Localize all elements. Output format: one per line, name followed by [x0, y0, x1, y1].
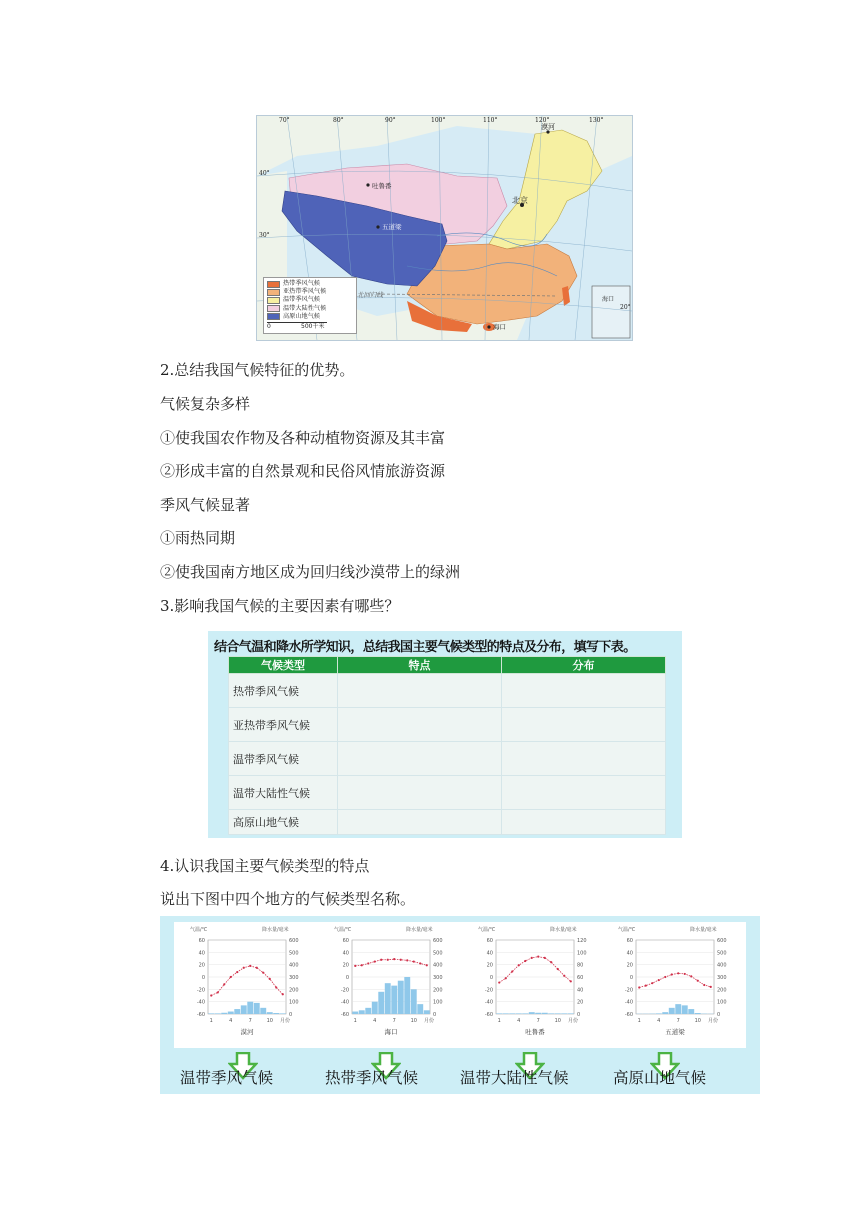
question-4: 4.认识我国主要气候类型的特点 — [160, 857, 370, 875]
precip-bar — [675, 1004, 681, 1014]
city-name: 吐鲁番 — [525, 1028, 545, 1036]
wudaoliang-label: 五道梁 — [382, 223, 402, 231]
y2-tick-label: 300 — [289, 975, 299, 981]
x-tick-label: 10 — [410, 1018, 417, 1024]
temperature-point — [570, 980, 572, 982]
answer-line: 季风气候显著 — [160, 496, 251, 514]
y2-tick-label: 400 — [717, 962, 727, 969]
beijing-label: 北京 — [512, 196, 528, 205]
table-cell[interactable] — [502, 674, 666, 708]
temperature-point — [524, 960, 526, 962]
temperature-point — [690, 975, 692, 977]
y-tick-label: 20 — [198, 962, 205, 969]
y-tick-label: 40 — [626, 950, 633, 957]
precip-bar — [391, 986, 397, 1014]
table-row — [229, 708, 666, 742]
precip-bar — [378, 992, 384, 1014]
y-tick-label: -20 — [196, 987, 205, 994]
table-cell[interactable] — [338, 810, 502, 835]
temperature-line — [211, 966, 283, 996]
y2-tick-label: 20 — [577, 999, 584, 1006]
x-axis-title: 月份 — [708, 1018, 719, 1024]
x-tick-label: 4 — [517, 1018, 521, 1024]
precip-bar — [208, 1013, 214, 1014]
tropic-label: 北回归线 — [357, 291, 383, 299]
x-tick-label: 10 — [554, 1018, 561, 1024]
y-tick-label: -60 — [484, 1012, 493, 1018]
temperature-point — [361, 964, 363, 966]
temperature-point — [703, 984, 705, 986]
table-cell: 亚热带季风气候 — [229, 708, 338, 742]
map-legend — [263, 277, 357, 334]
lat-label: 20° — [620, 304, 631, 311]
y2-tick-label: 100 — [717, 999, 727, 1006]
table-cell: 温带季风气候 — [229, 742, 338, 776]
legend-swatch — [267, 289, 280, 296]
table-header: 气候类型 — [229, 657, 338, 674]
y-tick-label: 20 — [486, 962, 493, 969]
city-name: 海口 — [384, 1028, 398, 1036]
y-tick-label: 20 — [342, 962, 349, 969]
temperature-point — [275, 986, 277, 988]
y-tick-label: -40 — [624, 999, 633, 1006]
lat-label: 30° — [259, 232, 270, 239]
question-4-sub: 说出下图中四个地方的气候类型名称。 — [160, 890, 416, 908]
lon-label: 100° — [431, 117, 446, 124]
x-axis-title: 月份 — [424, 1018, 435, 1024]
x-tick-label: 10 — [266, 1018, 273, 1024]
y2-tick-label: 0 — [717, 1012, 721, 1018]
charts-panel — [174, 922, 746, 1048]
temperature-line — [499, 957, 571, 983]
temperature-point — [511, 970, 513, 972]
table-cell: 温带大陆性气候 — [229, 776, 338, 810]
y2-axis-title: 降水量/毫米 — [406, 927, 433, 933]
y-tick-label: 0 — [489, 975, 493, 981]
temperature-point — [671, 973, 673, 975]
table-row — [229, 810, 666, 835]
table-row — [229, 674, 666, 708]
y2-tick-label: 200 — [433, 987, 443, 994]
temperature-line — [639, 973, 711, 987]
x-tick-label: 1 — [353, 1018, 357, 1024]
y2-tick-label: 200 — [717, 987, 727, 994]
climate-table — [228, 656, 666, 835]
temperature-point — [256, 967, 258, 969]
y2-tick-label: 100 — [433, 999, 443, 1006]
legend-label: 亚热带季风气候 — [283, 288, 327, 296]
precip-bar — [260, 1008, 266, 1014]
temperature-point — [387, 959, 389, 961]
y-tick-label: -60 — [624, 1012, 633, 1018]
y2-tick-label: 120 — [577, 938, 587, 944]
temperature-point — [426, 964, 428, 966]
precip-bar — [688, 1009, 694, 1014]
precip-bar — [568, 1013, 574, 1014]
y2-tick-label: 100 — [289, 999, 299, 1006]
temperature-point — [645, 985, 647, 987]
precip-bar — [372, 1002, 378, 1014]
x-tick-label: 4 — [373, 1018, 377, 1024]
y-tick-label: 0 — [345, 975, 349, 981]
lon-label: 90° — [385, 117, 396, 124]
temperature-point — [249, 965, 251, 967]
y2-tick-label: 0 — [577, 1012, 581, 1018]
haikou-label: 海口 — [493, 323, 506, 331]
table-cell[interactable] — [502, 742, 666, 776]
precip-bar — [503, 1013, 509, 1014]
climate-answer-label: 温带大陆性气候 — [460, 1069, 569, 1087]
precip-bar — [424, 1010, 430, 1014]
temperature-point — [400, 959, 402, 961]
precip-bar — [682, 1005, 688, 1014]
precip-bar — [548, 1013, 554, 1014]
city-name: 五道梁 — [665, 1028, 685, 1036]
y2-tick-label: 600 — [433, 938, 443, 944]
y-tick-label: 40 — [198, 950, 205, 957]
table-title: 结合气温和降水所学知识，总结我国主要气候类型的特点及分布，填写下表。 — [214, 640, 636, 655]
y-tick-label: -40 — [340, 999, 349, 1006]
y2-axis-title: 降水量/毫米 — [550, 927, 577, 933]
y2-tick-label: 400 — [433, 962, 443, 969]
temperature-point — [651, 982, 653, 984]
temperature-point — [550, 961, 552, 963]
table-row — [229, 776, 666, 810]
table-cell[interactable] — [502, 810, 666, 835]
precip-bar — [695, 1013, 701, 1014]
precip-bar — [509, 1013, 515, 1014]
precip-bar — [359, 1010, 365, 1014]
precip-bar — [385, 983, 391, 1014]
y2-tick-label: 600 — [289, 938, 299, 944]
y-tick-label: 60 — [626, 938, 633, 944]
legend-swatch — [267, 313, 280, 320]
y2-axis-title: 降水量/毫米 — [262, 927, 289, 933]
question-2: 2.总结我国气候特征的优势。 — [160, 361, 355, 379]
lon-label: 110° — [483, 117, 498, 124]
y-tick-label: 60 — [198, 938, 205, 944]
table-cell: 热带季风气候 — [229, 674, 338, 708]
temperature-point — [243, 967, 245, 969]
y-tick-label: -40 — [196, 999, 205, 1006]
legend-swatch — [267, 297, 280, 304]
temperature-point — [531, 957, 533, 959]
x-axis-title: 月份 — [280, 1018, 291, 1024]
precip-bar — [215, 1013, 221, 1014]
precip-bar — [254, 1003, 260, 1014]
table-row — [229, 742, 666, 776]
lat-label: 40° — [259, 170, 270, 177]
x-tick-label: 1 — [497, 1018, 501, 1024]
y2-tick-label: 400 — [289, 962, 299, 969]
y2-tick-label: 200 — [289, 987, 299, 994]
y-tick-label: 60 — [342, 938, 349, 944]
turpan-label: 吐鲁番 — [372, 182, 392, 190]
y2-tick-label: 0 — [289, 1012, 293, 1018]
y-tick-label: -20 — [624, 987, 633, 994]
y2-tick-label: 100 — [577, 950, 587, 957]
y-axis-title: 气温/℃ — [190, 927, 208, 933]
precip-bar — [535, 1013, 541, 1014]
table-header: 分布 — [502, 657, 666, 674]
temperature-point — [269, 978, 271, 980]
precip-bar — [662, 1012, 668, 1014]
precip-bar — [234, 1009, 240, 1014]
y-axis-title: 气温/℃ — [334, 927, 352, 933]
y-tick-label: -20 — [484, 987, 493, 994]
temperature-point — [697, 980, 699, 982]
temperature-point — [210, 994, 212, 996]
temperature-point — [710, 986, 712, 988]
y2-tick-label: 300 — [433, 975, 443, 981]
lon-label: 70° — [279, 117, 290, 124]
y-tick-label: -20 — [340, 987, 349, 994]
table-cell: 高原山地气候 — [229, 810, 338, 835]
precip-bar — [398, 981, 404, 1014]
y2-tick-label: 60 — [577, 975, 584, 981]
x-axis-title: 月份 — [568, 1018, 579, 1024]
precip-bar — [656, 1013, 662, 1014]
lon-label: 130° — [589, 117, 604, 124]
y-axis-title: 气温/℃ — [478, 927, 496, 933]
precip-bar — [365, 1008, 371, 1014]
x-tick-label: 1 — [209, 1018, 213, 1024]
legend-label: 温带季风气候 — [283, 296, 321, 304]
y-tick-label: 0 — [629, 975, 633, 981]
question-3: 3.影响我国气候的主要因素有哪些？ — [160, 597, 400, 615]
y-tick-label: 20 — [626, 962, 633, 969]
temperature-point — [374, 960, 376, 962]
temperature-point — [563, 975, 565, 977]
temperature-point — [677, 972, 679, 974]
inset-haikou-label: 海口 — [602, 296, 615, 303]
y-tick-label: -60 — [340, 1012, 349, 1018]
temperature-point — [544, 957, 546, 959]
precip-bar — [273, 1013, 279, 1014]
temperature-point — [230, 976, 232, 978]
answer-line: ②形成丰富的自然景观和民俗风情旅游资源 — [160, 462, 446, 480]
temperature-point — [406, 959, 408, 961]
temperature-point — [223, 983, 225, 985]
temperature-point — [217, 991, 219, 993]
lon-label: 120° — [535, 117, 550, 124]
temperature-point — [393, 958, 395, 960]
x-tick-label: 7 — [676, 1018, 680, 1024]
precip-bar — [542, 1013, 548, 1014]
y-tick-label: -60 — [196, 1012, 205, 1018]
precip-bar — [496, 1013, 502, 1014]
temperature-point — [557, 968, 559, 970]
table-cell[interactable] — [338, 776, 502, 810]
table-header: 特点 — [338, 657, 502, 674]
table-cell[interactable] — [502, 708, 666, 742]
x-tick-label: 10 — [694, 1018, 701, 1024]
x-tick-label: 4 — [657, 1018, 661, 1024]
answer-line: ①雨热同期 — [160, 529, 236, 547]
y-tick-label: 0 — [201, 975, 205, 981]
legend-label: 热带季风气候 — [283, 279, 321, 287]
precip-bar — [516, 1013, 522, 1014]
precip-bar — [241, 1005, 247, 1014]
climate-answer-label: 高原山地气候 — [613, 1069, 707, 1087]
y2-axis-title: 降水量/毫米 — [690, 927, 717, 933]
scale-bar — [267, 322, 327, 331]
y-tick-label: -40 — [484, 999, 493, 1006]
y2-tick-label: 500 — [289, 950, 299, 957]
temperature-point — [518, 964, 520, 966]
y2-tick-label: 500 — [717, 950, 727, 957]
precip-bar — [669, 1008, 675, 1014]
y2-tick-label: 80 — [577, 962, 584, 969]
table-cell[interactable] — [338, 708, 502, 742]
legend-label: 高原山地气候 — [283, 312, 321, 320]
precip-bar — [561, 1013, 567, 1014]
x-tick-label: 7 — [392, 1018, 396, 1024]
answer-line: ①使我国农作物及各种动植物资源及其丰富 — [160, 429, 446, 447]
legend-label: 温带大陆性气候 — [283, 304, 327, 312]
y2-tick-label: 500 — [433, 950, 443, 957]
y-tick-label: 60 — [486, 938, 493, 944]
temperature-point — [367, 962, 369, 964]
x-tick-label: 4 — [229, 1018, 233, 1024]
table-cell[interactable] — [338, 742, 502, 776]
precip-bar — [221, 1013, 227, 1014]
temperature-point — [664, 976, 666, 978]
precip-bar — [417, 1004, 423, 1014]
table-cell[interactable] — [502, 776, 666, 810]
precip-bar — [555, 1013, 561, 1014]
city-name: 漠河 — [240, 1028, 254, 1036]
y2-tick-label: 300 — [717, 975, 727, 981]
precip-bar — [529, 1012, 535, 1014]
answer-line: 气候复杂多样 — [160, 395, 251, 413]
y-axis-title: 气温/℃ — [618, 927, 636, 933]
scale-end: 500千米 — [301, 323, 325, 330]
x-tick-label: 7 — [536, 1018, 540, 1024]
x-tick-label: 1 — [637, 1018, 641, 1024]
y-tick-label: 40 — [342, 950, 349, 957]
climate-table-figure — [208, 631, 682, 838]
precip-bar — [247, 1002, 253, 1014]
precip-bar — [352, 1012, 358, 1014]
temperature-point — [537, 956, 539, 958]
precip-bar — [267, 1012, 273, 1014]
climate-charts-figure — [160, 916, 760, 1094]
climate-charts — [174, 922, 746, 1048]
temperature-point — [413, 960, 415, 962]
y2-tick-label: 40 — [577, 987, 584, 994]
y-tick-label: 40 — [486, 950, 493, 957]
lon-label: 80° — [333, 117, 344, 124]
temperature-point — [262, 972, 264, 974]
table-cell[interactable] — [338, 674, 502, 708]
temperature-point — [419, 962, 421, 964]
precip-bar — [411, 989, 417, 1014]
temperature-point — [380, 959, 382, 961]
mohe-label: 漠河 — [541, 123, 555, 131]
precip-bar — [404, 977, 410, 1014]
china-climate-map — [256, 115, 633, 341]
temperature-point — [282, 993, 284, 995]
y2-tick-label: 600 — [717, 938, 727, 944]
climate-answer-label: 温带季风气候 — [180, 1069, 274, 1087]
precip-bar — [280, 1013, 286, 1014]
precip-bar — [228, 1012, 234, 1014]
legend-swatch — [267, 281, 280, 288]
temperature-point — [684, 973, 686, 975]
climate-answer-label: 热带季风气候 — [325, 1069, 419, 1087]
precip-bar — [522, 1013, 528, 1014]
temperature-point — [354, 965, 356, 967]
temperature-point — [505, 977, 507, 979]
temperature-point — [638, 986, 640, 988]
temperature-point — [236, 971, 238, 973]
y2-tick-label: 0 — [433, 1012, 437, 1018]
answer-line: ②使我国南方地区成为回归线沙漠带上的绿洲 — [160, 563, 461, 581]
legend-swatch — [267, 305, 280, 312]
scale-start: 0 — [267, 323, 271, 330]
temperature-point — [658, 979, 660, 981]
temperature-line — [355, 959, 427, 966]
temperature-point — [498, 981, 500, 983]
x-tick-label: 7 — [248, 1018, 252, 1024]
